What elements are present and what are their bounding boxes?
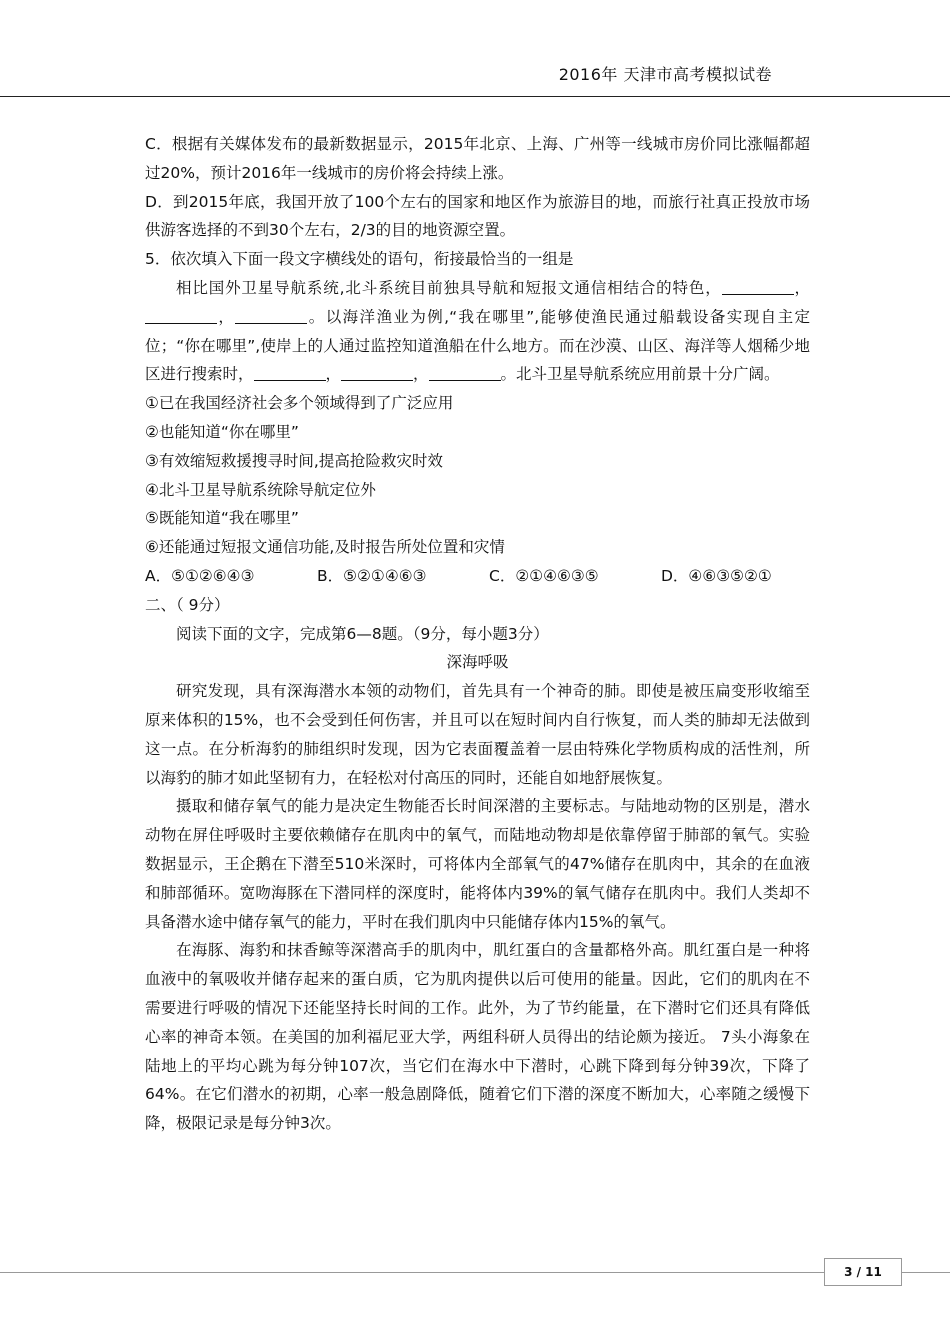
header-rule xyxy=(0,96,950,97)
answer-option-c[interactable]: C．②①④⑥③⑤ xyxy=(489,566,599,585)
sentence-item-6: ⑥还能通过短报文通信功能,及时报告所处位置和灾情 xyxy=(145,538,505,557)
fill-blank-1[interactable] xyxy=(722,278,794,295)
footer-rule xyxy=(0,1272,950,1273)
article-title: 深海呼吸 xyxy=(446,653,509,672)
answer-option-d[interactable]: D．④⑥③⑤②① xyxy=(661,566,772,585)
article-paragraph-1: 研究发现，具有深海潜水本领的动物们，首先具有一个神奇的肺。即使是被压扁变形收缩至原来体积的15%，也不会受到任何伤害，并且可以在短时间内自行恢复，而人类的肺却无法做到这一点。在分析海豹的肺组织时发现，因为它表面覆盖着一层由特殊化学物质构成的活性剂，所以海豹的肺才如此坚韧有力，在轻松对付高压的同时，还能自如地舒展恢复。 xyxy=(145,682,810,787)
answer-option-b[interactable]: B．⑤②①④⑥③ xyxy=(317,566,427,585)
article-paragraph-2: 摄取和储存氧气的能力是决定生物能否长时间深潜的主要标志。与陆地动物的区别是，潜水动物在屏住呼吸时主要依赖储存在肌肉中的氧气，而陆地动物却是依靠停留于肺部的氧气。实验数据显示，王企鹅在下潜至510米深时，可将体内全部氧气的47%储存在肌肉中，其余的在血液和肺部循环。宽吻海豚在下潜同样的深度时，能将体内39%的氧气储存在肌肉中。我们人类却不具备潜水途中储存氧气的能力，平时在我们肌肉中只能储存体内15%的氧气。 xyxy=(145,797,810,931)
question-5-stem: 5．依次填入下面一段文字横线处的语句，衔接最恰当的一组是 xyxy=(145,250,574,269)
passage-text-1: 相比国外卫星导航系统,北斗系统目前独具导航和短报文通信相结合的特色， xyxy=(176,278,722,297)
page-content xyxy=(145,130,810,1138)
question-5-passage xyxy=(145,274,810,389)
option-c-paragraph: C．根据有关媒体发布的最新数据显示，2015年北京、上海、广州等一线城市房价同比涨幅都超过20%，预计2016年一线城市的房价将会持续上涨。 xyxy=(145,135,810,182)
answer-options xyxy=(145,562,810,591)
comma: ， xyxy=(413,365,429,384)
comma: ， xyxy=(793,278,810,297)
option-d-paragraph: D．到2015年底，我国开放了100个左右的国家和地区作为旅游目的地，而旅行社真正投放市场供游客选择的不到30个左右，2/3的目的地资源空置。 xyxy=(145,192,810,240)
sentence-item-2: ②也能知道“你在哪里” xyxy=(145,422,299,441)
fill-blank-4[interactable] xyxy=(254,365,326,382)
comma: ， xyxy=(325,365,342,384)
fill-blank-2[interactable] xyxy=(145,307,217,324)
sentence-item-3: ③有效缩短救援搜寻时间,提高抢险救灾时效 xyxy=(145,451,443,470)
passage-text-2: 。以海洋渔业为例,“我在哪里”,能够使渔民通过船载设备实现自主定位；“你在哪里”,使岸上的人通过监控知道渔船在什么地方。而在沙漠、山区、海洋等人烟稀少地区进行搜索时， xyxy=(145,307,810,384)
answer-option-a[interactable]: A．⑤①②⑥④③ xyxy=(145,566,255,585)
sentence-item-4: ④北斗卫星导航系统除导航定位外 xyxy=(145,480,376,499)
comma: ， xyxy=(217,307,236,326)
sentence-item-5: ⑤既能知道“我在哪里” xyxy=(145,509,299,528)
passage-text-3: 。北斗卫星导航系统应用前景十分广阔。 xyxy=(500,365,780,384)
sentence-item-1: ①已在我国经济社会多个领域得到了广泛应用 xyxy=(145,394,454,413)
fill-blank-5[interactable] xyxy=(341,365,413,382)
reading-instruction: 阅读下面的文字，完成第6—8题。（9分，每小题3分） xyxy=(176,624,549,643)
header-title: 2016年 天津市高考模拟试卷 xyxy=(558,65,772,84)
article-paragraph-3: 在海豚、海豹和抹香鲸等深潜高手的肌肉中，肌红蛋白的含量都格外高。肌红蛋白是一种将血液中的氧吸收并储存起来的蛋白质，它为肌肉提供以后可使用的能量。因此，它们的肌肉在不需要进行呼吸的情况下还能坚持长时间的工作。此外，为了节约能量，在下潜时它们还具有降低心率的神奇本领。在美国的加利福尼亚大学，两组科研人员得出的结论颇为接近。 7头小海象在陆地上的平均心跳为每分钟107次，当它们在海水中下潜时，心跳下降到每分钟39次，下降了64%。在它们潜水的初期，心率一般急剧降低，随着它们下潜的深度不断加大，心率随之缓慢下降，极限记录是每分钟3次。 xyxy=(145,941,810,1133)
fill-blank-3[interactable] xyxy=(235,307,307,324)
fill-blank-6[interactable] xyxy=(429,365,501,382)
page-number: 3 / 11 xyxy=(824,1258,902,1286)
section-2-heading: 二、（ 9分） xyxy=(145,595,230,614)
